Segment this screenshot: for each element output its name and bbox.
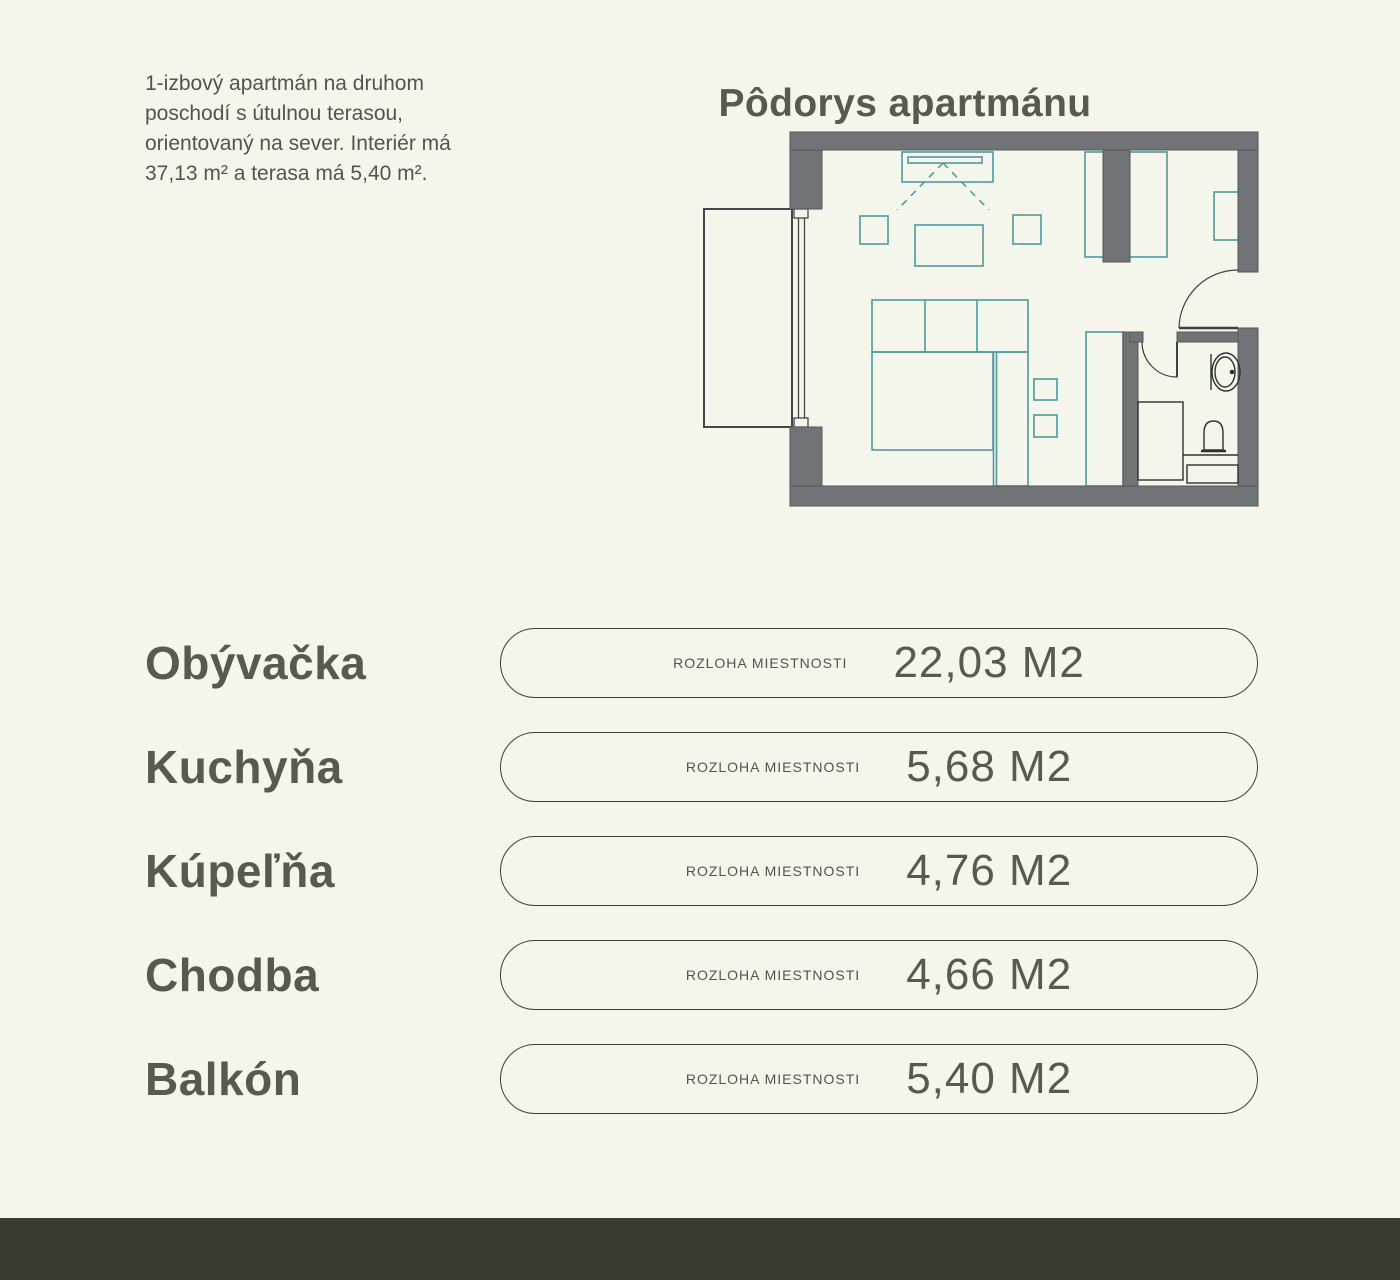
- shower-unit: [1138, 402, 1183, 480]
- bathroom-fixtures: [1138, 353, 1240, 483]
- partition-hall-upper: [1103, 150, 1130, 262]
- area-value: 22,03 M2: [893, 638, 1085, 687]
- room-row-kuchyna: [145, 732, 1258, 802]
- footer-bar: [0, 1218, 1400, 1280]
- bathroom-wall-right-piece: [1177, 332, 1238, 342]
- balcony-outline: [704, 209, 792, 427]
- room-row-obyvacka: [145, 628, 1258, 698]
- balcony-sliding-door: [794, 209, 808, 427]
- area-value: 5,68 M2: [906, 742, 1073, 791]
- sink: [1211, 353, 1240, 391]
- wall-top: [790, 132, 1258, 150]
- nightstand-1: [1034, 379, 1057, 400]
- bathroom-wall-left-piece: [1130, 332, 1143, 342]
- area-value: 4,76 M2: [906, 846, 1073, 895]
- room-row-chodba: [145, 940, 1258, 1010]
- wall-bottom: [790, 486, 1258, 506]
- area-value: 5,40 M2: [906, 1054, 1073, 1103]
- toilet: [1204, 421, 1223, 450]
- side-table-right: [1013, 215, 1041, 244]
- page-title: Pôdorys apartmánu: [718, 82, 1092, 126]
- shoe-cabinet: [1214, 192, 1240, 240]
- walls: [790, 132, 1258, 506]
- room-row-kupelna: [145, 836, 1258, 906]
- bathroom-door: [1142, 342, 1177, 377]
- entrance-door: [1179, 270, 1238, 328]
- tall-wardrobe: [1086, 332, 1123, 486]
- wall-right-lower: [1238, 328, 1258, 506]
- wall-left-upper: [790, 150, 822, 209]
- area-label: ROZLOHA MIESTNOSTI: [673, 655, 848, 671]
- tv-view-lines: [897, 163, 989, 210]
- area-label: ROZLOHA MIESTNOSTI: [685, 759, 861, 775]
- area-label: ROZLOHA MIESTNOSTI: [685, 863, 861, 879]
- room-name: Kúpeľňa: [145, 845, 335, 897]
- room-area-pill: [500, 732, 1258, 802]
- room-row-balkon: [145, 1044, 1258, 1114]
- bed-side-unit: [997, 352, 1029, 486]
- room-name: Obývačka: [145, 637, 367, 689]
- area-label: ROZLOHA MIESTNOSTI: [685, 967, 861, 983]
- room-area-pill: [500, 836, 1258, 906]
- side-table-left: [860, 216, 888, 244]
- coffee-table: [915, 225, 983, 266]
- room-name: Chodba: [145, 949, 320, 1001]
- floor-plan: [690, 120, 1270, 520]
- nightstand-2: [1034, 415, 1057, 437]
- bed-pillows: [872, 300, 1028, 352]
- tv: [908, 157, 982, 163]
- room-name: Kuchyňa: [145, 741, 343, 793]
- under-counter-box: [1187, 465, 1238, 483]
- room-name: Balkón: [145, 1053, 302, 1105]
- room-area-pill: [500, 940, 1258, 1010]
- apartment-description: 1-izbový apartmán na druhom poschodí s útulnou terasou, orientovaný na sever. Interiér má 37,13 m² a terasa má 5,40 m².: [145, 72, 451, 186]
- bed-mattress: [872, 352, 993, 450]
- wall-right-upper: [1238, 150, 1258, 272]
- room-area-pill: [500, 628, 1258, 698]
- partition-bath-lower: [1123, 332, 1138, 486]
- area-value: 4,66 M2: [906, 950, 1073, 999]
- room-area-pill: [500, 1044, 1258, 1114]
- wall-left-lower: [790, 427, 822, 486]
- area-label: ROZLOHA MIESTNOSTI: [685, 1071, 861, 1087]
